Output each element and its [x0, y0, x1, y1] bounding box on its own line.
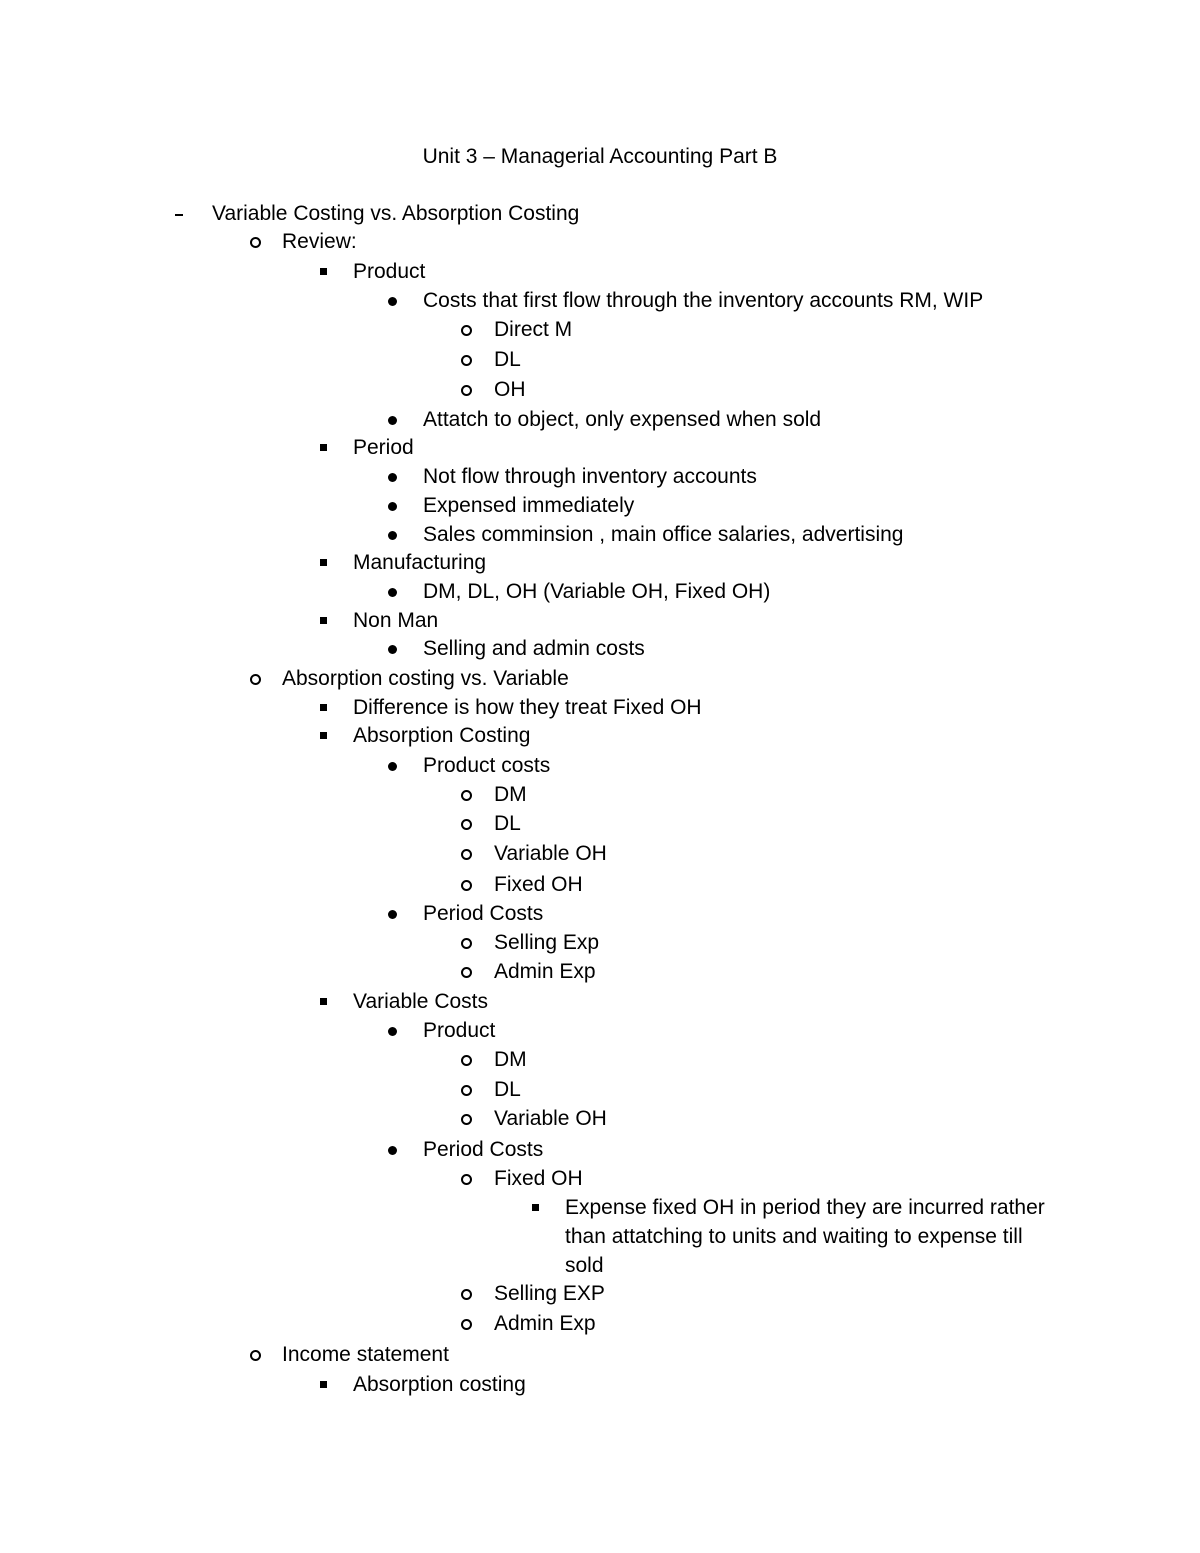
outline-item: [0, 434, 1200, 462]
outline-item-text: Absorption costing vs. Variable: [282, 667, 569, 690]
outline-item-text: Income statement: [282, 1343, 449, 1366]
hollow-circle-bullet-icon: [461, 840, 491, 868]
hollow-circle-bullet-icon: [461, 1310, 491, 1338]
hollow-circle-bullet-icon: [461, 1046, 491, 1074]
outline-item: [0, 200, 1200, 228]
outline-item: [0, 635, 1200, 663]
filled-dot-bullet-icon: [388, 406, 418, 434]
outline-item-text: Product: [423, 1019, 496, 1042]
filled-dot-bullet-icon: [388, 492, 418, 520]
outline-item-text: OH: [494, 378, 526, 401]
outline-item: [0, 1310, 1200, 1338]
square-bullet-icon: [320, 434, 350, 462]
outline-item-text: DM: [494, 783, 527, 806]
outline-item-text: Period: [353, 436, 414, 459]
outline-item: [0, 607, 1200, 635]
hollow-circle-bullet-icon: [250, 665, 280, 693]
outline-item-text: Absorption costing: [353, 1373, 526, 1396]
square-bullet-icon: [320, 549, 350, 577]
filled-dot-bullet-icon: [388, 463, 418, 491]
outline-item: [0, 1223, 1200, 1251]
outline-item-text: than attatching to units and waiting to expense till: [565, 1225, 1023, 1248]
outline-item-text: Admin Exp: [494, 1312, 596, 1335]
outline-item-text: Product costs: [423, 754, 551, 777]
outline-item: [0, 1076, 1200, 1104]
square-bullet-icon: [320, 988, 350, 1016]
filled-dot-bullet-icon: [388, 1017, 418, 1045]
hollow-circle-bullet-icon: [461, 1105, 491, 1133]
outline-item-text: Selling Exp: [494, 931, 600, 954]
outline-item: [0, 463, 1200, 491]
outline-item: [0, 1280, 1200, 1308]
hollow-circle-bullet-icon: [461, 346, 491, 374]
hollow-circle-bullet-icon: [461, 929, 491, 957]
outline-item: [0, 781, 1200, 809]
hollow-circle-bullet-icon: [461, 316, 491, 344]
outline-item-text: DM, DL, OH (Variable OH, Fixed OH): [423, 580, 771, 603]
outline-item-text: Selling and admin costs: [423, 637, 645, 660]
outline-item-text: DL: [494, 812, 521, 835]
outline-item: [0, 1341, 1200, 1369]
filled-dot-bullet-icon: [388, 900, 418, 928]
outline-item: [0, 228, 1200, 256]
outline-item: [0, 722, 1200, 750]
outline-item: [0, 346, 1200, 374]
outline-item-text: Variable Costs: [353, 990, 489, 1013]
hollow-circle-bullet-icon: [461, 376, 491, 404]
outline-item: [0, 1194, 1200, 1222]
outline-item: [0, 1017, 1200, 1045]
outline-item-text: Manufacturing: [353, 551, 487, 574]
outline-item-text: Review:: [282, 230, 357, 253]
square-bullet-icon: [320, 722, 350, 750]
hollow-circle-bullet-icon: [250, 228, 280, 256]
outline-item-text: Product: [353, 260, 426, 283]
outline-item-text: DL: [494, 348, 521, 371]
outline-item-text: Expense fixed OH in period they are incurred rather: [565, 1196, 1045, 1219]
outline-item-text: Costs that first flow through the inventory accounts RM, WIP: [423, 289, 984, 312]
outline-item: [0, 1046, 1200, 1074]
square-bullet-icon: [532, 1194, 562, 1222]
outline-item: [0, 287, 1200, 315]
hollow-circle-bullet-icon: [461, 871, 491, 899]
outline-item-text: Direct M: [494, 318, 573, 341]
outline-item-text: Admin Exp: [494, 960, 596, 983]
page-title: Unit 3 – Managerial Accounting Part B: [422, 145, 778, 168]
outline-item-text: Attatch to object, only expensed when sold: [423, 408, 822, 431]
filled-dot-bullet-icon: [388, 1136, 418, 1164]
outline-item: [0, 578, 1200, 606]
outline-item-text: Period Costs: [423, 902, 544, 925]
hollow-circle-bullet-icon: [461, 781, 491, 809]
outline-item: [0, 840, 1200, 868]
hollow-circle-bullet-icon: [461, 1280, 491, 1308]
outline-item: [0, 376, 1200, 404]
outline-item: [0, 1136, 1200, 1164]
outline-item-text: Period Costs: [423, 1138, 544, 1161]
outline-item-text: Fixed OH: [494, 873, 583, 896]
square-bullet-icon: [320, 258, 350, 286]
outline-item: [0, 988, 1200, 1016]
hollow-circle-bullet-icon: [461, 958, 491, 986]
outline-item-text: Sales comminsion , main office salaries, advertising: [423, 523, 904, 546]
outline-item-text: Absorption Costing: [353, 724, 531, 747]
outline-item-text: Variable OH: [494, 1107, 607, 1130]
outline-item: [0, 1105, 1200, 1133]
dash-bullet-icon: [175, 200, 205, 228]
outline-item: [0, 1165, 1200, 1193]
outline-item: [0, 492, 1200, 520]
filled-dot-bullet-icon: [388, 635, 418, 663]
outline-item: [0, 694, 1200, 722]
hollow-circle-bullet-icon: [461, 1165, 491, 1193]
outline-item-text: sold: [565, 1254, 604, 1277]
hollow-circle-bullet-icon: [461, 1076, 491, 1104]
outline-item: [0, 406, 1200, 434]
outline-item-text: Selling EXP: [494, 1282, 605, 1305]
outline-item-text: Non Man: [353, 609, 439, 632]
outline-item: [0, 929, 1200, 957]
filled-dot-bullet-icon: [388, 752, 418, 780]
outline-item: [0, 665, 1200, 693]
outline-item-text: Fixed OH: [494, 1167, 583, 1190]
outline-item: [0, 521, 1200, 549]
outline-item: [0, 871, 1200, 899]
outline-item: [0, 1252, 1200, 1280]
outline-item-text: Expensed immediately: [423, 494, 635, 517]
outline-item: [0, 752, 1200, 780]
outline-item-text: Variable Costing vs. Absorption Costing: [212, 202, 580, 225]
hollow-circle-bullet-icon: [250, 1341, 280, 1369]
outline-item: [0, 258, 1200, 286]
outline-item-text: Variable OH: [494, 842, 607, 865]
hollow-circle-bullet-icon: [461, 810, 491, 838]
outline-item: [0, 900, 1200, 928]
filled-dot-bullet-icon: [388, 287, 418, 315]
outline-item-text: Not flow through inventory accounts: [423, 465, 757, 488]
filled-dot-bullet-icon: [388, 578, 418, 606]
outline-item-text: DM: [494, 1048, 527, 1071]
outline-item-text: DL: [494, 1078, 521, 1101]
outline-item: [0, 958, 1200, 986]
outline-item: [0, 316, 1200, 344]
filled-dot-bullet-icon: [388, 521, 418, 549]
square-bullet-icon: [320, 694, 350, 722]
outline-item: [0, 1371, 1200, 1399]
outline-item-text: Difference is how they treat Fixed OH: [353, 696, 702, 719]
outline-item: [0, 810, 1200, 838]
square-bullet-icon: [320, 607, 350, 635]
outline-item: [0, 549, 1200, 577]
square-bullet-icon: [320, 1371, 350, 1399]
